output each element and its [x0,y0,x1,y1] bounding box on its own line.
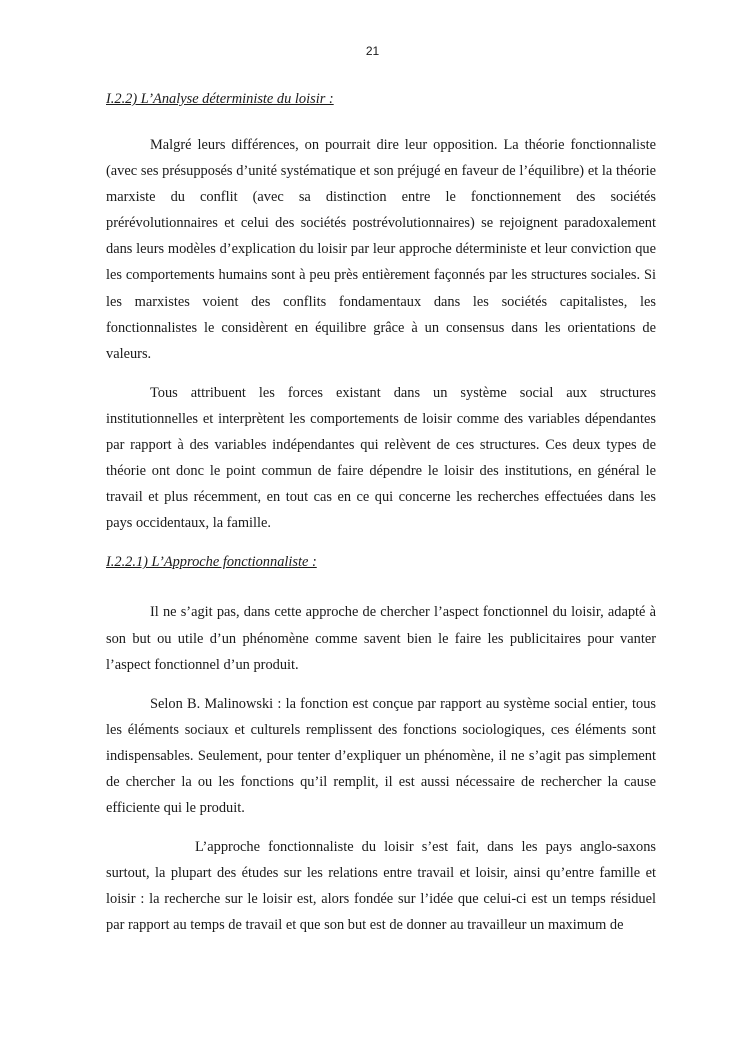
paragraph-3: Il ne s’agit pas, dans cette approche de chercher l’aspect fonctionnel du loisir, adapté à son but ou utile d’un phénomène comme savent bien le faire les publicitaires pour vanter l’aspect fonctionnel d’un produit. [106,604,656,673]
page-number: 21 [365,44,380,58]
section-heading-analyse-deterministe: I.2.2) L’Analyse déterministe du loisir : [106,91,334,107]
paragraph-2: Tous attribuent les forces existant dans un système social aux structures institutionnelles et interprètent les comportements de loisir comme des variables dépendantes par rapport à des variables indépendantes qui relèvent de ces structures. Ces deux types de théorie ont donc le point commun de faire dépendre le loisir des institutions, en général le travail et plus récemment, en tout cas en ce qui concerne les recherches effectuées dans les pays occidentaux, la famille. [106,384,656,532]
paragraph-4: Selon B. Malinowski : la fonction est conçue par rapport au système social entier, tous les éléments sociaux et culturels remplissent des fonctions sociologiques, ces éléments sont indispensables. Seulement, pour tenter d’expliquer un phénomène, il ne s’agit pas simplement de chercher la ou les fonctions qu’il remplit, il est aussi nécessaire de rechercher la cause efficiente qui le produit. [106,695,656,817]
paragraph-1: Malgré leurs différences, on pourrait dire leur opposition. La théorie fonctionnaliste (avec ses présupposés d’unité systématique et son préjugé en faveur de l’équilibre) et la théorie marxiste du conflit (avec sa distinction entre le fonctionnement des sociétés prérévolutionnaires et celui des sociétés postrévolutionnaires) se rejoignent paradoxalement dans leurs modèles d’explication du loisir par leur approche déterministe et leur conviction que les comportements humains sont à peu près entièrement façonnés par les structures sociales. Si les marxistes voient des conflits fondamentaux dans les sociétés capitalistes, les fonctionnalistes le considèrent en équilibre grâce à un consensus dans les orientations de valeurs. [106,137,656,362]
section-heading-approche-fonctionnaliste: I.2.2.1) L’Approche fonctionnaliste : [106,554,317,571]
paragraph-5: L’approche fonctionnaliste du loisir s’est fait, dans les pays anglo-saxons surtout, la plupart des études sur les relations entre travail et loisir, ainsi qu’entre famille et loisir : la recherche sur le loisir est, alors fondée sur l’idée que celui-ci est un temps résiduel par rapport au temps de travail et que son but est de donner au travailleur un maximum de [106,839,656,934]
document-body [106,86,656,952]
